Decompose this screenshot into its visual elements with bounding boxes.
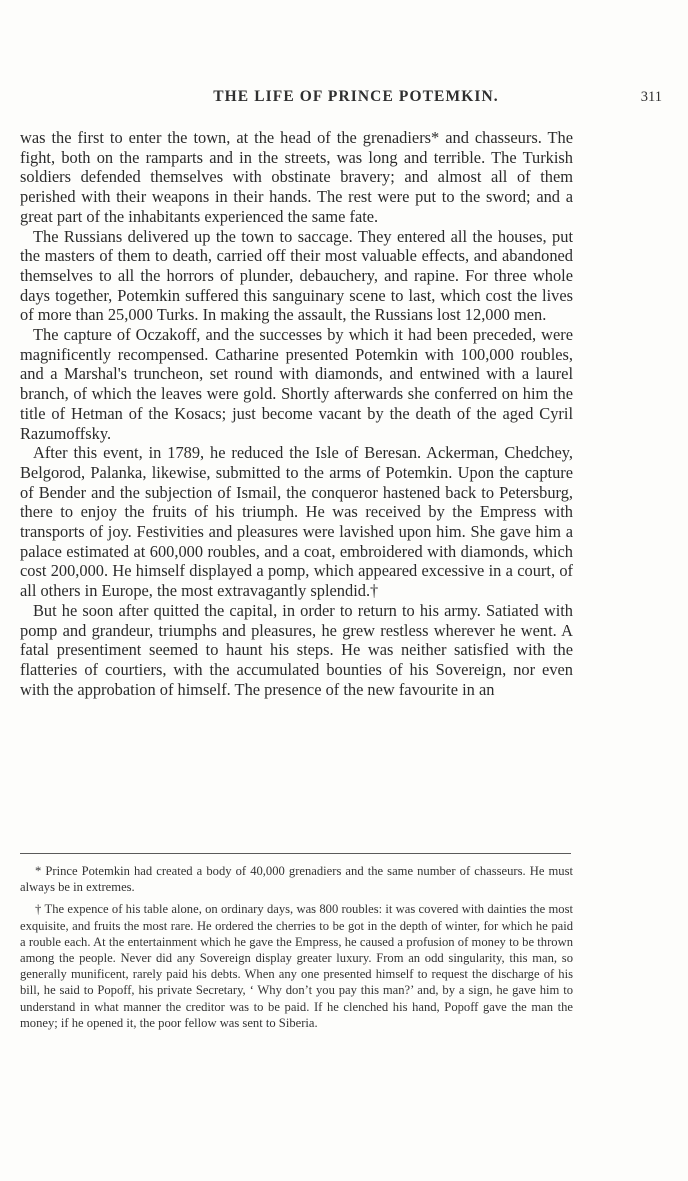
footnote-rule	[20, 853, 571, 854]
body-text	[20, 128, 573, 699]
running-title: THE LIFE OF PRINCE POTEMKIN.	[213, 88, 499, 105]
footnote: † The expence of his table alone, on ordinary days, was 800 roubles: it was covered with dainties the most exquisite, and fruits the most rare. He ordered the cherries to be got in the depth of winter, for which he paid a rouble each. At the entertainment which he gave the Empress, he caused a profusion of money to be thrown among the people. Never did any Sovereign display greater luxury. From an odd singularity, this man, so generally munificent, rarely paid his debts. When any one presented himself to request the discharge of his bill, he said to Popoff, his private Secretary, ‘ Why don’t you pay this man?’ and, by a sign, he gave him to understand in what manner the creditor was to be paid. If he clenched his hand, Popoff gave the man the money; if he opened it, the poor fellow was sent to Siberia.	[20, 902, 573, 1030]
footnotes	[20, 863, 573, 1037]
paragraph: The capture of Oczakoff, and the successes by which it had been preceded, were magnificently recompensed. Catharine presented Potemkin with 100,000 roubles, and a Marshal's truncheon, set round with diamonds, and entwined with a laurel branch, of which the leaves were gold. Shortly afterwards she conferred on him the title of Hetman of the Kosacs; just become vacant by the death of the aged Cyril Razumoffsky.	[20, 325, 573, 443]
paragraph: The Russians delivered up the town to saccage. They entered all the houses, put the masters of them to death, carried off their most valuable effects, and abandoned themselves to all the horrors of plunder, debauchery, and rapine. For three whole days together, Potemkin suffered this sanguinary scene to last, which cost the lives of more than 25,000 Turks. In making the assault, the Russians lost 12,000 men.	[20, 226, 573, 325]
paragraph: After this event, in 1789, he reduced the Isle of Beresan. Ackerman, Chedchey, Belgorod, Palanka, likewise, submitted to the arms of Potemkin. Upon the capture of Bender and the subjection of Ismail, the conqueror hastened back to Petersburg, there to enjoy the fruits of his triumph. He was received by the Empress with transports of joy. Festivities and pleasures were lavished upon him. She gave him a palace estimated at 600,000 roubles, and a coat, embroidered with diamonds, which cost 200,000. He himself displayed a pomp, which appeared excessive in a court, of all others in Europe, the most extravagantly splendid.†	[20, 443, 573, 601]
footnote: * Prince Potemkin had created a body of 40,000 grenadiers and the same number of chasseurs. He must always be in extremes.	[20, 864, 573, 895]
running-head	[20, 88, 668, 114]
paragraph: was the first to enter the town, at the head of the grenadiers* and chasseurs. The fight, both on the ramparts and in the streets, was long and terrible. The Turkish soldiers defended themselves with obstinate bravery; and almost all of them perished with their weapons in their hands. The rest were put to the sword; and a great part of the inhabitants experienced the same fate.	[20, 128, 573, 226]
paragraph: But he soon after quitted the capital, in order to return to his army. Satiated with pomp and grandeur, triumphs and pleasures, he grew restless wherever he went. A fatal presentiment seemed to haunt his steps. He was neither satisfied with the flatteries of courtiers, with the accumulated bounties of his Sovereign, nor even with the approbation of himself. The presence of the new favourite in an	[20, 600, 573, 699]
page-number: 311	[640, 89, 662, 105]
